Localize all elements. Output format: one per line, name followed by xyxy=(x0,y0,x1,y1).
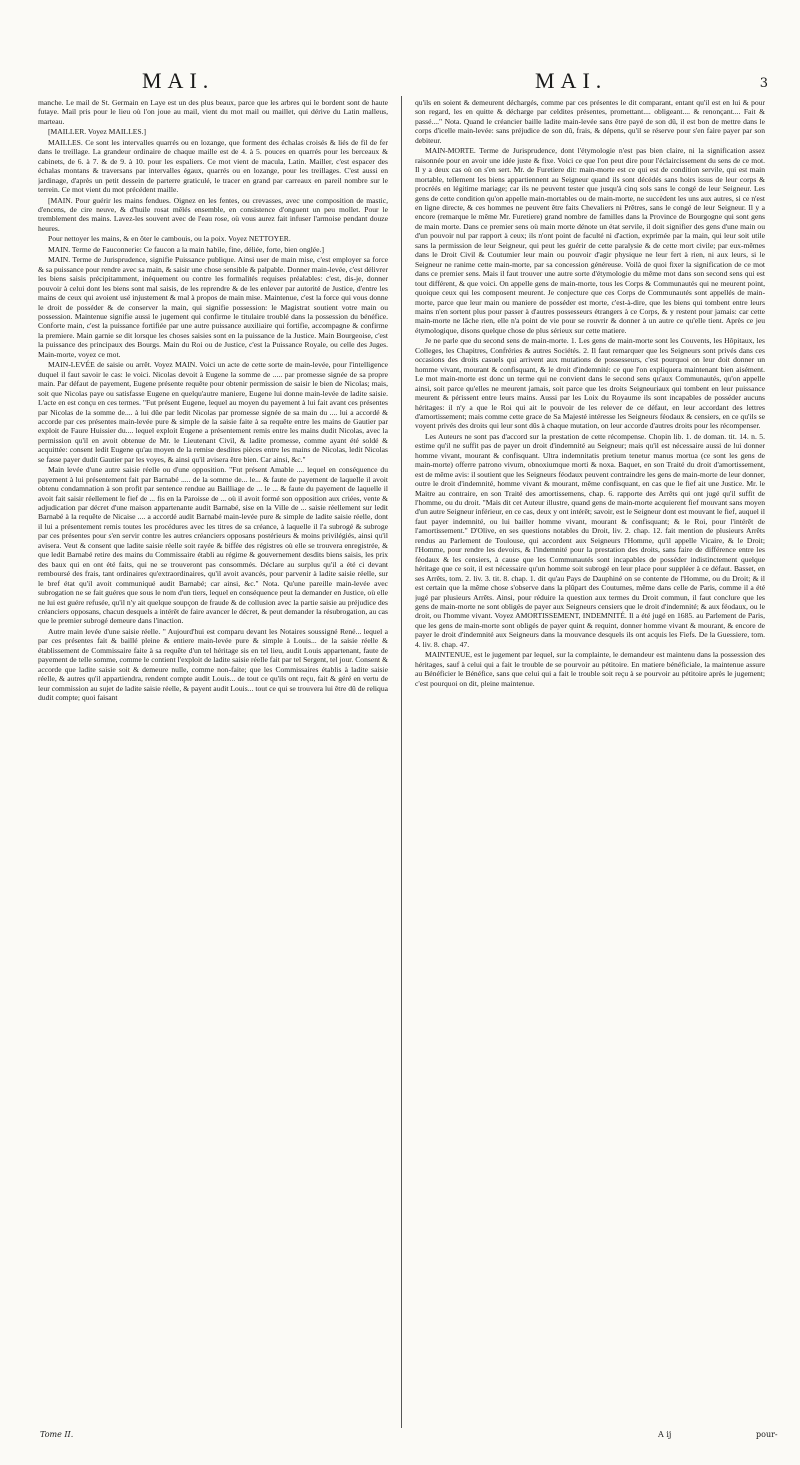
paragraph: MAIN. Terme de Jurisprudence, signifie Puissance publique. Ainsi user de main mise, c'est employer sa force & sa puissance pour rendre avec sa main, & saisir une chose sensible & palpable. Donner main-levée, c'est délivrer les biens saisis précipitamment, inéquement ou contre les formalités requises préalables: c'est, dis-je, donner pouvoir à celui dont les biens sont mal saisis, de les reprendre & de les enlever par autorité de Justice, d'entre les mains de ceux qui avoient usé injustement & mal à propos de main mise. Maintenue, c'est la force qui vous donne le droit de posséder & de conserver la main, qui signifie possession: le Magistrat soutient votre main ou possession. Maintenue signifie aussi le jugement qui confirme le titulaire troublé dans la possession du bénéfice. Conforte main, c'est la puissance fortifiée par une autre puissance auxiliaire qui fortifie, accompagne & confirme la premiere. Main garnie se dit lorsque les choses saisies sont en la puissance de la Justice. Main Bourgeoise, c'est la puissance des principaux des Bourgs. Main du Roi ou de Justice, c'est la Puissance Royale, ou celle des Juges. Main-morte, voyez ce mot. xyxy=(38,255,388,359)
paragraph: MAIN. Terme de Fauconnerie: Ce faucon a la main habile, fine, déliée, forte, bien onglée.] xyxy=(48,244,324,254)
paragraph: Les Auteurs ne sont pas d'accord sur la prestation de cette récompense. Chopin lib. 1. de doman. tit. 14. n. 5. estime qu'il ne suffit pas de payer un droit d'indemnité au Seigneur; mais qu'il est nécessaire aussi de lui donner homme vivant, mourant & confisquant. Ultra indemnitatis pretium tenetur manus mortua (ce sont les gens de main-morte) offerre patrono vivum, obnoxiumque morti & noxa. Baquet, en son Traité du droit d'amortissement, est de même avis: il soutient que les Seigneurs féodaux peuvent contraindre les gens de main-morte de leur donner, outre le droit d'indemnité, homme vivant & mourant, même confisquant, en cas que le fief ait une Justice. Mr. le Maitre au contraire, en son Traité des amortissemens, chap. 6. rapporte des Arrêts qui ont jugé qu'il suffit de l'homme, ou du droit. "Mais dit cet Auteur illustre, quand gens de main-morte acquierent fief mouvant sans moyen d'un autre Seigneur inférieur, en ce cas, deux y ont intérêt; savoir, est le Seigneur dont est mouvant le fief, auquel il faut payer indemnité, ou lui bailler homme vivant, mourant & confisquant; & le Roi, pour l'intérêt de l'amortissement." D'Olive, en ses questions notables du Droit, liv. 2. chap. 12. fait mention de plusieurs Arrêts rendus au Parlement de Toulouse, qui accordent aux Seigneurs l'Homme, qu'il appelle Vicaire, & le Droit; l'Homme, pour rendre les devoirs, & l'indemnité pour la prestation des droits, sans faire de différence entre les féodaux & les censiers, à cause que les Communautés sont incapables de posséder indistinctement quelque héritage que ce soit, il est nécessaire qu'un homme soit subrogé en leur place pour suppléer à ce défaut. Basset, en ses Arrêts, tom. 2. liv. 3. tit. 8. chap. 1. dit qu'au Pays de Dauphiné on se contente de l'Homme, ou du Droit; & il est certain que la même chose s'observe dans la plûpart des Coutumes, même dans celle de Paris, comme il a été jugé par plusieurs Arrêts. Ainsi, pour réduire la question aux termes du Droit commun, il faut conclure que les gens de main-morte ne sont obligés de payer aux Seigneurs censiers que le droit d'indemnité; & aux féodaux, ou le droit, ou l'homme vivant. Voyez AMORTISSEMENT, INDEMNITÉ. Il a été jugé en 1685. au Parlement de Paris, que les gens de main-morte sont obligés de payer quint & requint, donner homme vivant & mourant, & encore de payer le droit d'indemnité aux Seigneurs dans la mouvance desquels ils ont acquis les Fiefs. De la Guessiere, tom. 4. liv. 8. chap. 47. xyxy=(415,431,765,649)
paragraph: qu'ils en soient & demeurent déchargés, comme par ces présentes le dit comparant, entant qu'il est en lui & pour son regard, les en quitte & décharge par celdites présentes, promettant.... obligeant.... & renonçant.... Fait & passé...." Nota. Quand le créancier baille ladite main-levée sans être payé de son dû, il est bon de mettre dans le corps d'icelle main-levée: sans préjudice de son dû, frais, & dépens, qu'il se réserve pour s'en faire payer par son debiteur. xyxy=(415,98,765,145)
signature-mark: A ij xyxy=(658,1430,672,1439)
right-text-column xyxy=(415,98,765,1438)
paragraph: MAIN-LEVÉE de saisie ou arrêt. Voyez MAIN. Voici un acte de cette sorte de main-levée, pour l'intelligence duquel il faut savoir le cas: le voici. Nicolas devoit à Eugene la somme de ..... par promesse signée de sa propre main. Par défaut de payement, Eugene présente requête pour obtenir permission de saisir le bien de Nicolas; mais, soit que Nicolas paye ou satisfasse Eugene en quelqu'autre maniere, Eugene lui donne main-levée de ladite saisie. L'acte en est conçu en ces termes. "Fut présent Eugene, lequel au moyen du payement à lui fait avant ces présentes par Nicolas de la somme de.... à lui dûe par ledit Nicolas par promesse signée de sa main du .... lui a accordé & accorde par ces présentes main-levée pure & simple de la saisie faite à sa requête entre les mains de Gautier par exploit de Faure Huissier du.... lequel exploit Eugene a présentement remis entre les mains dudit Nicolas, avec la permission qu'il en avoit obtenue de Mr. le Lieutenant Civil, & ladite promesse, comme ayant été soldé & acquittée: consent ledit Eugene qu'au moyen de la remise desdites pièces entre les mains de Nicolas, ledit Nicolas se fasse payer dudit Gautier par les voyes, & ainsi qu'il avisera être bien. Car ainsi, &c." xyxy=(38,360,388,464)
paragraph: [MAILLER. Voyez MAILLES.] xyxy=(48,127,147,137)
catchword: pour- xyxy=(756,1430,778,1439)
running-title-left: MAI. xyxy=(142,68,215,93)
column-divider xyxy=(401,96,402,1428)
paragraph: Pour nettoyer les mains, & en ôter le cambouis, ou la poix. Voyez NETTOYER. xyxy=(48,234,291,244)
paragraph: MAIN-MORTE. Terme de Jurisprudence, dont l'étymologie n'est pas bien claire, ni la signification assez raisonnée pour en avoir une idée juste & fixe. Voici ce que l'on peut dire pour l'éclaircissement du sens de ce mot. Il y a deux cas où on s'en sert. Mr. de Furetiere dit: main-morte est ce qui est de condition servile, qui est main mortable, tellement les biens appartiennent au Seigneur quand ils sont décédés sans hoirs issus de leur corps & procréés en légitime mariage; car ils ne peuvent tester que jusqu'à cinq sols sans le congé de leur Seigneur. Les gens de cette condition qu'on appelle main-mortables ou de main-morte, ne succèdent les uns aux autres, si ce n'est en ligne directe, & ces hommes ne peuvent être faits Chevaliers ni Prêtres, sans le congé de leur Seigneur. Il y a encore (remarque le même Mr. Furetiere) grand nombre de familles dans la Province de Bourgogne qui sont gens de main morte. Dans ce premier sens où main morte dénote un état servile, il doit signifier des gens d'une main ou d'un pouvoir nul par rapport à ceux; ils n'ont point de faculté ni d'action, exprimée par la main, qui leur soit utile sans la permission de leur Seigneur, qui peut les guérir de cette paralysie & de cette mort civile; par eux-mêmes dans le Droit Civil & Coutumier leur main ou pouvoir d'agir physique ne leur fert à rien, ni aux leurs, si le Seigneur ne ranime cette main-morte, par sa concession généreuse. Voilà de quoi fixer la signification de ce mot dans ce premier sens. Mais il faut trouver une autre sorte d'étymologie du même mot dans son second sens qui est tout différent, & que voici. On appelle gens de main-morte, tous les Corps & Communautés qui ne meurent point, quoique ceux qui les composent meurent. Je conjecture que ces Corps de Communautés sont appellés de main-morte, parce que leur main ou maniere de posséder est morte, c'est-à-dire, que les biens qui tombent entre leurs mains n'en sortent plus pour passer à d'autres possesseurs étrangers à ce Corps, & y restent pour jamais: car cette main-morte ne lâche rien, elle n'a point de vie pour se rouvrir & donner à un autre ce qu'elle tient. Après ce jeu étymologique, disons quelque chose de plus sérieux sur cette matiere. xyxy=(415,146,765,335)
volume-label: Tome II. xyxy=(40,1430,74,1439)
paragraph: manche. Le mail de St. Germain en Laye est un des plus beaux, parce que les arbres qui le bordent sont de haute futaye. Mail pris pour le lieu où l'on joue au mail, vient du mot mail ou maillet, qui dérive du Latin malleus, marteau. xyxy=(38,98,388,126)
paragraph: MAILLES. Ce sont les intervalles quarrés ou en lozange, que forment des échalas croisés & liés de fil de fer dans le treillage. La grandeur ordinaire de chaque maille est de 4. à 5. pouces en quarrés pour les berceaux & cabinets, de 6. à 7. & de 9. à 10. pour les espaliers. Ce mot vient de macula, Latin. Mailler, c'est espacer des échalas montans & traversans par intervalles égaux, quarrés ou en lozange, pour les treillages. C'est aussi en jardinage, d'après un petit dessein de parterre graticulé, le tracer en grand par carreaux en pareil nombre sur le terrein. Ce mot vient du mot précédent maille. xyxy=(38,137,388,195)
paragraph: [MAIN. Pour guérir les mains fendues. Oignez en les fentes, ou crevasses, avec une composition de mastic, d'encens, de cire neuve, & d'huile rosat mêlés ensemble, en consistence d'onguent un peu mollet. Pour le tremblement des mains. Lavez-les souvent avec de l'eau rose, où vous aurez fait infuser l'armoise pendant douze heures. xyxy=(38,195,388,233)
running-title-right: MAI. xyxy=(535,68,608,93)
left-text-column xyxy=(38,98,388,1438)
page-number: 3 xyxy=(759,76,768,91)
paragraph: Autre main levée d'une saisie réelle. " Aujourd'hui est comparu devant les Notaires soussigné René... lequel a par ces présentes fait & baillé pleine & entiere main-levée pure & simple à Louis... de la saisie réelle & établissement de Commissaire faite à sa requête d'un tel héritage sis en tel lieu, audit Louis appartenant, faute de payement de telle somme, comme le contient l'exploit de ladite saisie réelle fait par tel Sergent, tel jour. Consent & accorde que ladite saisie soit & demeure nulle, comme non-faite; que les Commissaires établis à ladite saisie réelle, & autres qu'il appartiendra, rendent compte audit Louis... de tout ce qu'ils ont reçu, fait & géré en vertu de leur commission au sujet de ladite saisie réelle, & payent audit Louis... tout ce qui se trouvera lui être dû de reliqua dudit compte; quoi faisant xyxy=(38,626,388,703)
paragraph: Main levée d'une autre saisie réelle ou d'une opposition. "Fut présent Amable .... lequel en conséquence du payement à lui présentement fait par Barnabé ..... de la somme de... le... & faute de payement de laquelle il avoit obtenu condamnation à son profit par sentence rendue au Bailliage de ... le ... & faute du payement de laquelle il avoit fait saisir réellement le fief de ... fis en la Paroisse de ... où il avoit formé son opposition aux criées, vente & adjudication par décret d'une maison appartenante audit Barnabé, sise en la Ville de ... saisie réellement sur ledit Barnabé à la requête de Nicaise .... a accordé audit Barnabé main-levée pure & simple de ladite saisie réelle, dont il lui a présentement remis toutes les procédures avec les titres de sa créance, à laquelle il l'a subrogé & subroge par ces présentes pour s'en servir contre les autres créanciers opposans postérieurs & moins privilégiés, ainsi qu'il avisera. Veut & consent que ladite saisie réelle soit rayée & biffée des régistres où elle se trouvera enregistrée, & que ledit Barnabé retire des mains du Commissaire établi au régime & gouvernement desdits biens saisis, les prix des baux qui en ont été faits, qui ne se trouveront pas consommés. Déclare au surplus qu'il a été ci devant remboursé des frais, tant ordinaires qu'extraordinaires, qu'il avoit avancés, pour parvenir à ladite saisie réelle, sur le bref état qu'il avoit communiqué audit Barnabé; car ainsi, &c." Nota. Qu'une pareille main-levée avec subrogation ne se fait guéres que sous le nom d'un tiers, lequel en conséquence peut la demander en Justice, où elle ne lui est guére refusée, qu'il n'y ait quelque soupçon de fraude & de collusion avec la partie saisie au préjudice des créanciers opposans, chacun desquels a intérêt de faire avancer le décret, & peut demander la résubrogation, au cas que le premier subrogé demeure dans l'inaction. xyxy=(38,465,388,626)
paragraph: MAINTENUE, est le jugement par lequel, sur la complainte, le demandeur est maintenu dans la possession des héritages, sauf à celui qui a fait le trouble de se pourvoir au pétitoire. En matiere bénéficiale, la maintenue assure au Bénéficier le Bénéfice, sans que celui qui a fait le trouble soit reçu à se pourvoir au pétitoire après le jugement; c'est pourquoi on dit, pleine maintenue. xyxy=(415,650,765,688)
paragraph: Je ne parle que du second sens de main-morte. 1. Les gens de main-morte sont les Couvents, les Hôpitaux, les Colleges, les Chapitres, Confréries & autres Sociétés. 2. Il faut remarquer que les Seigneurs sont privés dans ces occasions des droits casuels qui arrivent aux mutations de possesseurs, c'est pourquoi on leur doit donner un homme vivant, mourant & confisquant, & le droit d'indemnité: ce que l'on expliquera maintenant bien aisément. Le mot main-morte est donc un terme qui ne convient dans le second sens qu'aux Communautés, qu'on appelle ainsi, soit parce qu'elles ne meurent jamais, soit parce que les droits Seigneuriaux qui tombent en leur puissance meurent & périssent entre leurs mains. Aussi par les Loix du Royaume ils sont incapables de posséder aucuns héritages: il n'y a que le Roi qui ait le pouvoir de les relever de ce défaut, en leur accordant des lettres d'amortissement; mais comme cette grace de Sa Majesté intéresse les Seigneurs féodaux & censiers, en ce qu'ils se voyent privés des droits qui leur sont dûs à chaque mutation, on leur accorde d'autres droits pour les récompenser. xyxy=(415,336,765,431)
